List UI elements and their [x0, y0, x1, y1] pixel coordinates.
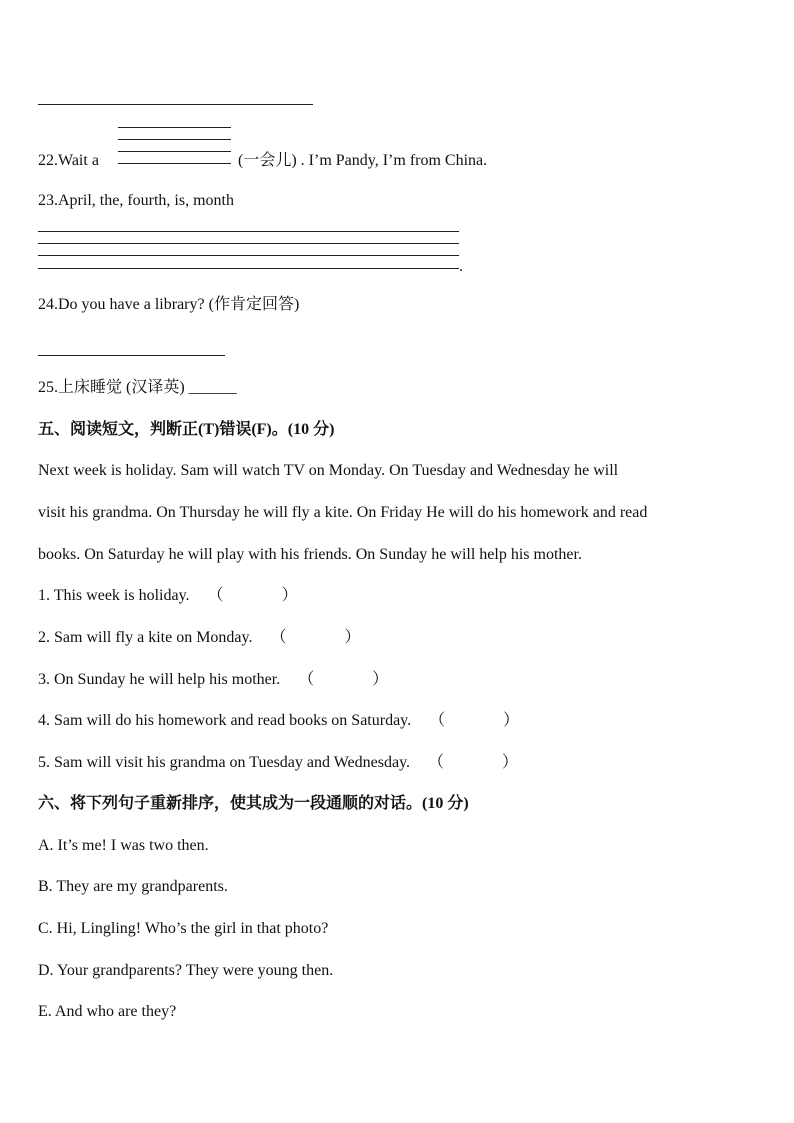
dialog-option-d: D. Your grandparents? They were young then. [38, 962, 334, 979]
tf-item-3 [38, 670, 388, 690]
section5-title: 五、阅读短文，判断正(T)错误(F)。(10 分) [38, 421, 335, 438]
section5-passage-line-2: visit his grandma. On Thursday he will fly a kite. On Friday He will do his homework and read [38, 504, 648, 521]
paren-close: ） [503, 712, 520, 729]
dialog-option-a: A. It’s me! I was two then. [38, 837, 209, 854]
tf-item-2-text: 2. Sam will fly a kite on Monday. [38, 629, 253, 646]
section6-title: 六、将下列句子重新排序，使其成为一段通顺的对话。(10 分) [38, 795, 469, 812]
tf-item-3-answer-paren[interactable] [298, 671, 388, 688]
q22-prefix: 22.Wait a [38, 152, 99, 169]
q23-answer-line-4[interactable] [38, 268, 459, 269]
section5-passage-line-1: Next week is holiday. Sam will watch TV on Monday. On Tuesday and Wednesday he will [38, 462, 619, 479]
q24-answer-line[interactable] [38, 355, 225, 356]
dialog-option-e: E. And who are they? [38, 1003, 177, 1020]
tf-item-2 [38, 628, 361, 648]
paren-close: ） [281, 587, 298, 604]
tf-item-4-text: 4. Sam will do his homework and read books on Saturday. [38, 712, 412, 729]
tf-item-1-answer-paren[interactable] [208, 587, 298, 604]
dialog-option-b: B. They are my grandparents. [38, 878, 228, 895]
paren-open: （ [207, 587, 224, 604]
q23-prompt: 23.April, the, fourth, is, month [38, 192, 234, 209]
paren-close: ） [344, 629, 361, 646]
tf-item-5-text: 5. Sam will visit his grandma on Tuesday and Wednesday. [38, 754, 411, 771]
tf-item-5-answer-paren[interactable] [428, 754, 518, 771]
q22-blank-line-2[interactable] [118, 139, 231, 140]
q25-prompt: 25.上床睡觉 (汉译英) ______ [38, 379, 237, 396]
q22-suffix: (一会儿) . I’m Pandy, I’m from China. [238, 152, 488, 169]
q23-answer-line-1[interactable] [38, 231, 459, 232]
q23-answer-line-2[interactable] [38, 243, 459, 244]
paren-close: ） [372, 671, 389, 688]
tf-item-4 [38, 711, 519, 731]
paren-open: （ [298, 671, 315, 688]
answer-line-top[interactable] [38, 104, 313, 105]
tf-item-1-text: 1. This week is holiday. [38, 587, 190, 604]
q22-blank-line-1[interactable] [118, 127, 231, 128]
q23-answer-line-3[interactable] [38, 255, 459, 256]
paren-open: （ [270, 629, 287, 646]
q22-blank-line-3[interactable] [118, 151, 231, 152]
q24-prompt: 24.Do you have a library? (作肯定回答) [38, 296, 300, 313]
tf-item-5 [38, 753, 518, 773]
tf-item-1 [38, 586, 298, 606]
dialog-option-c: C. Hi, Lingling! Who’s the girl in that photo? [38, 920, 329, 937]
tf-item-3-text: 3. On Sunday he will help his mother. [38, 671, 281, 688]
tf-item-2-answer-paren[interactable] [271, 629, 361, 646]
paren-open: （ [428, 754, 445, 771]
section5-passage-line-3: books. On Saturday he will play with his friends. On Sunday he will help his mother. [38, 546, 582, 563]
tf-item-4-answer-paren[interactable] [429, 712, 519, 729]
paren-close: ） [502, 754, 519, 771]
q23-end-mark: . [459, 258, 463, 275]
q22-blank-line-4[interactable] [118, 163, 231, 164]
paren-open: （ [429, 712, 446, 729]
